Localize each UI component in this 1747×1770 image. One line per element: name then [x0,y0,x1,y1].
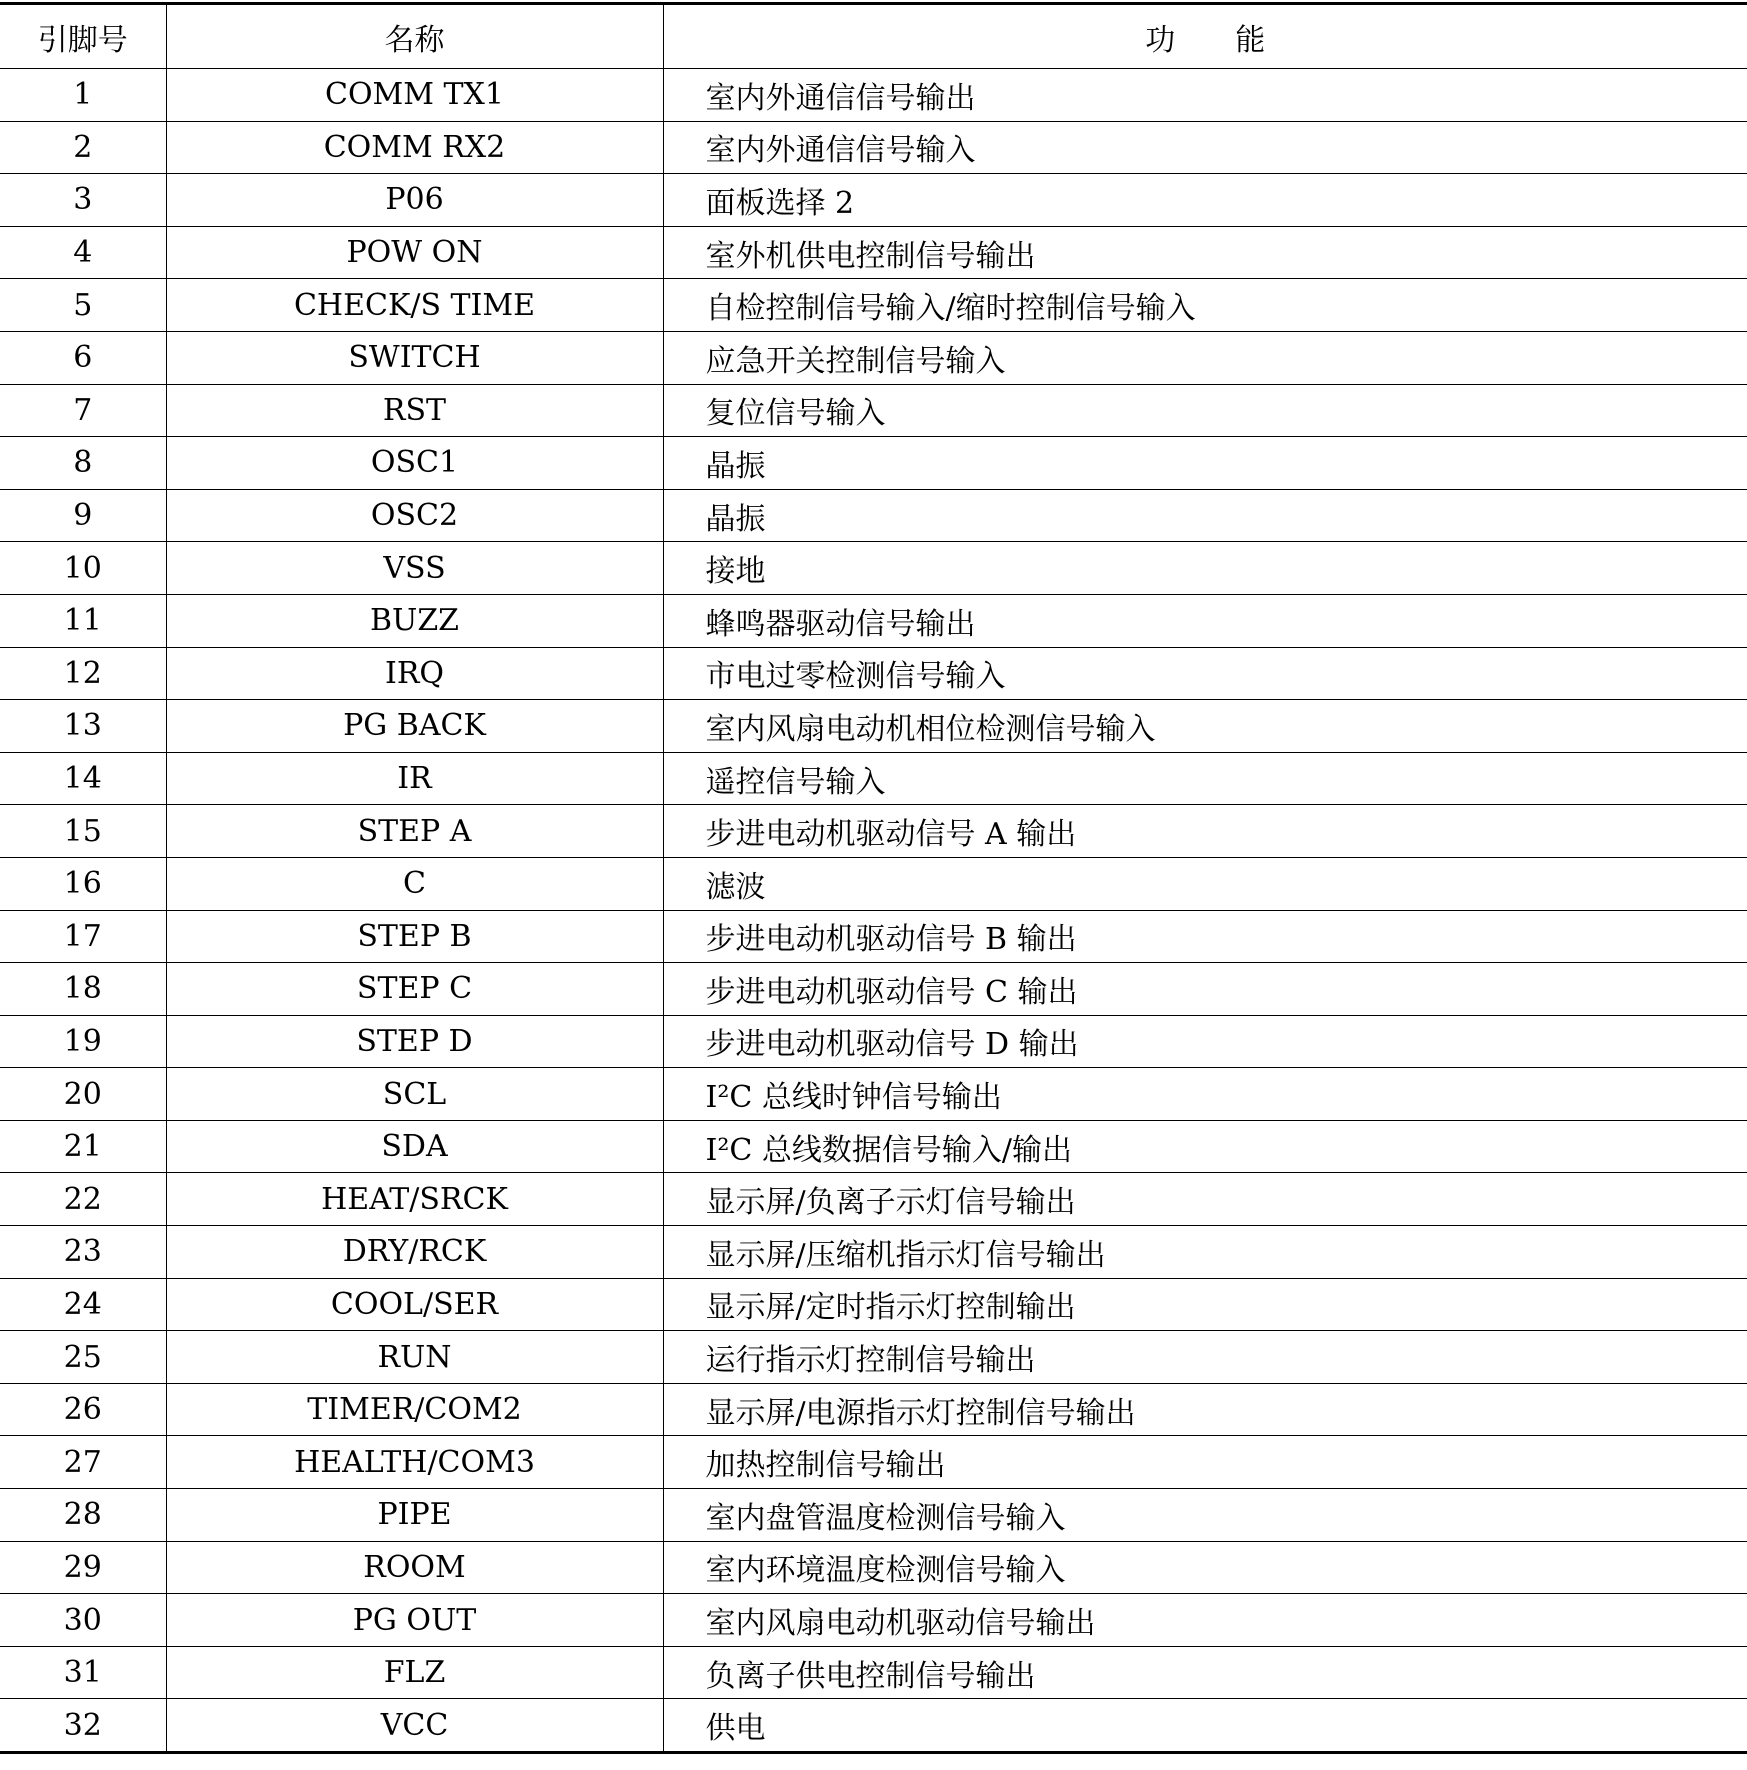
function-cell: 室内环境温度检测信号输入 [663,1541,1747,1594]
pin-cell: 4 [0,226,166,279]
function-cell: 自检控制信号输入/缩时控制信号输入 [663,279,1747,332]
pin-cell: 22 [0,1173,166,1226]
pin-cell: 1 [0,69,166,122]
function-cell: 步进电动机驱动信号 D 输出 [663,1015,1747,1068]
function-cell: 室内外通信信号输出 [663,69,1747,122]
function-cell: 室内盘管温度检测信号输入 [663,1489,1747,1542]
pin-cell: 2 [0,121,166,174]
pin-cell: 17 [0,910,166,963]
pin-cell: 20 [0,1068,166,1121]
name-cell: HEAT/SRCK [166,1173,663,1226]
pin-cell: 12 [0,647,166,700]
function-cell: 步进电动机驱动信号 C 输出 [663,963,1747,1016]
pin-cell: 23 [0,1226,166,1279]
pin-cell: 16 [0,857,166,910]
function-cell: 晶振 [663,437,1747,490]
function-cell: 步进电动机驱动信号 A 输出 [663,805,1747,858]
pin-cell: 3 [0,174,166,227]
table-row [0,384,1747,437]
pin-cell: 19 [0,1015,166,1068]
name-cell: DRY/RCK [166,1226,663,1279]
table-row [0,805,1747,858]
name-cell: STEP A [166,805,663,858]
function-cell: 显示屏/电源指示灯控制信号输出 [663,1383,1747,1436]
pin-cell: 21 [0,1120,166,1173]
name-cell: STEP C [166,963,663,1016]
function-cell: 显示屏/负离子示灯信号输出 [663,1173,1747,1226]
pin-cell: 26 [0,1383,166,1436]
pin-cell: 28 [0,1489,166,1542]
table-row [0,1541,1747,1594]
name-cell: BUZZ [166,594,663,647]
function-cell: I²C 总线时钟信号输出 [663,1068,1747,1121]
table-row [0,542,1747,595]
pin-cell: 11 [0,594,166,647]
table-row [0,69,1747,122]
name-cell: OSC2 [166,489,663,542]
name-cell: SCL [166,1068,663,1121]
name-cell: STEP D [166,1015,663,1068]
function-cell: 室内外通信信号输入 [663,121,1747,174]
pin-cell: 30 [0,1594,166,1647]
table-row [0,1278,1747,1331]
table-row [0,226,1747,279]
function-cell: 市电过零检测信号输入 [663,647,1747,700]
name-cell: VSS [166,542,663,595]
function-cell: 晶振 [663,489,1747,542]
name-cell: SDA [166,1120,663,1173]
table-row [0,647,1747,700]
table-row [0,1331,1747,1384]
table-row [0,1173,1747,1226]
function-cell: 室内风扇电动机驱动信号输出 [663,1594,1747,1647]
name-cell: PG BACK [166,700,663,753]
function-cell: 负离子供电控制信号输出 [663,1646,1747,1699]
function-cell: 运行指示灯控制信号输出 [663,1331,1747,1384]
name-cell: COMM RX2 [166,121,663,174]
pin-cell: 31 [0,1646,166,1699]
name-cell: SWITCH [166,331,663,384]
table-row [0,174,1747,227]
function-cell: 滤波 [663,857,1747,910]
table-row [0,1594,1747,1647]
table-body [0,69,1747,1753]
pin-cell: 10 [0,542,166,595]
table-row [0,1489,1747,1542]
pin-cell: 25 [0,1331,166,1384]
function-cell: 步进电动机驱动信号 B 输出 [663,910,1747,963]
pin-cell: 13 [0,700,166,753]
function-cell: 显示屏/定时指示灯控制输出 [663,1278,1747,1331]
table-row [0,1436,1747,1489]
table-row [0,963,1747,1016]
table-row [0,279,1747,332]
function-cell: 复位信号输入 [663,384,1747,437]
table-row [0,700,1747,753]
function-cell: 供电 [705,1711,766,1747]
header-name: 名称 [166,4,663,69]
function-cell: 室内风扇电动机相位检测信号输入 [663,700,1747,753]
table-row [0,594,1747,647]
pin-function-table [0,2,1747,1754]
function-cell: I²C 总线数据信号输入/输出 [663,1120,1747,1173]
pin-cell: 7 [0,384,166,437]
table-row [0,1699,1747,1753]
name-cell: C [166,857,663,910]
name-cell: CHECK/S TIME [166,279,663,332]
table-row [0,1226,1747,1279]
name-cell: PIPE [166,1489,663,1542]
pin-cell: 8 [0,437,166,490]
pin-cell: 24 [0,1278,166,1331]
name-cell: COOL/SER [166,1278,663,1331]
header-row [0,4,1747,69]
table-row [0,437,1747,490]
function-cell: 遥控信号输入 [663,752,1747,805]
pin-cell: 15 [0,805,166,858]
name-cell: VCC [166,1699,663,1753]
table-row [0,1383,1747,1436]
table-row [0,752,1747,805]
name-cell: IR [166,752,663,805]
name-cell: RST [166,384,663,437]
function-cell: 室外机供电控制信号输出 [663,226,1747,279]
pin-cell: 9 [0,489,166,542]
pin-cell: 29 [0,1541,166,1594]
name-cell: ROOM [166,1541,663,1594]
name-cell: HEALTH/COM3 [166,1436,663,1489]
table-row [0,1120,1747,1173]
function-cell: 显示屏/压缩机指示灯信号输出 [663,1226,1747,1279]
function-cell: 蜂鸣器驱动信号输出 [663,594,1747,647]
pin-cell: 18 [0,963,166,1016]
header-function: 功能 [663,4,1747,69]
function-cell: 加热控制信号输出 [663,1436,1747,1489]
name-cell: IRQ [166,647,663,700]
pin-cell: 27 [0,1436,166,1489]
name-cell: TIMER/COM2 [166,1383,663,1436]
name-cell: COMM TX1 [166,69,663,122]
table-row [0,489,1747,542]
table-header [0,4,1747,69]
table-row [0,857,1747,910]
function-cell: 面板选择 2 [663,174,1747,227]
table-row [0,121,1747,174]
table-row [0,910,1747,963]
table-row [0,1015,1747,1068]
name-cell: PG OUT [166,1594,663,1647]
table-row [0,1646,1747,1699]
name-cell: RUN [166,1331,663,1384]
function-cell: 应急开关控制信号输入 [663,331,1747,384]
pin-cell: 6 [0,331,166,384]
name-cell: FLZ [166,1646,663,1699]
name-cell: POW ON [166,226,663,279]
name-cell: OSC1 [166,437,663,490]
name-cell: P06 [166,174,663,227]
name-cell: STEP B [166,910,663,963]
pin-cell: 14 [0,752,166,805]
pin-cell: 5 [0,279,166,332]
pin-cell: 32 [0,1699,166,1753]
header-pin: 引脚号 [0,4,166,69]
table-row [0,331,1747,384]
table-row [0,1068,1747,1121]
function-cell: 接地 [663,542,1747,595]
